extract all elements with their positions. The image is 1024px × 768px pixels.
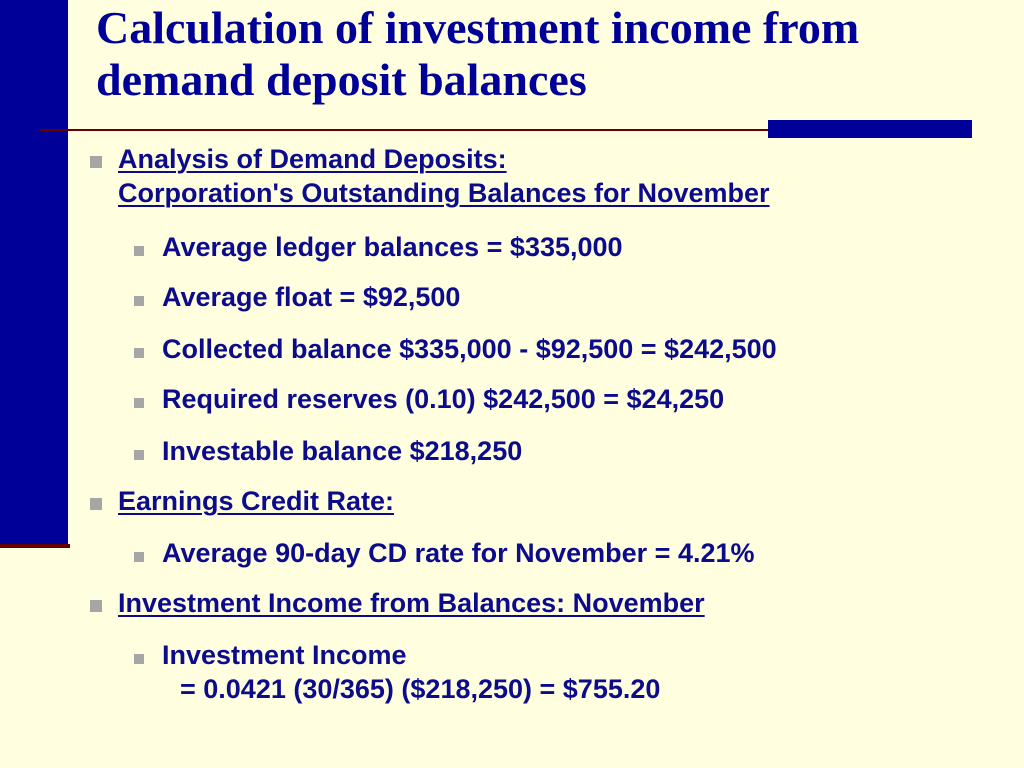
list-item-average-float: Average float = $92,500 xyxy=(162,282,461,312)
section-heading-line-1: Analysis of Demand Deposits: xyxy=(118,144,507,174)
list-item-cd-rate: Average 90-day CD rate for November = 4.21% xyxy=(162,538,755,568)
sub-bullet-square-icon xyxy=(134,296,144,306)
slide-title: Calculation of investment income from demand deposit balances xyxy=(96,2,860,105)
section-heading-line-2: Corporation's Outstanding Balances for November xyxy=(118,178,770,208)
section-heading-earnings-credit-rate xyxy=(118,484,394,518)
section-heading-line-1: Earnings Credit Rate: xyxy=(118,486,395,516)
title-accent-block xyxy=(768,120,972,138)
list-item-required-reserves: Required reserves (0.10) $242,500 = $24,250 xyxy=(162,384,725,414)
bullet-square-icon xyxy=(90,600,102,612)
left-accent-bar xyxy=(0,0,68,546)
investment-income-formula: = 0.0421 (30/365) ($218,250) = $755.20 xyxy=(180,674,661,704)
sub-bullet-square-icon xyxy=(134,654,144,664)
list-item-investment-income xyxy=(162,638,660,706)
title-divider xyxy=(40,129,772,131)
bullet-square-icon xyxy=(90,156,102,168)
section-heading-line-1: Investment Income from Balances: November xyxy=(118,588,705,618)
section-heading-demand-deposits xyxy=(118,142,770,210)
sub-bullet-square-icon xyxy=(134,552,144,562)
sub-bullet-square-icon xyxy=(134,450,144,460)
bullet-square-icon xyxy=(90,498,102,510)
left-accent-bar-edge xyxy=(0,544,70,548)
list-item-ledger-balances: Average ledger balances = $335,000 xyxy=(162,232,623,262)
investment-income-label: Investment Income xyxy=(162,640,407,670)
sub-bullet-square-icon xyxy=(134,398,144,408)
list-item-collected-balance: Collected balance $335,000 - $92,500 = $242,500 xyxy=(162,334,777,364)
sub-bullet-square-icon xyxy=(134,348,144,358)
sub-bullet-square-icon xyxy=(134,246,144,256)
section-heading-investment-income xyxy=(118,586,705,620)
list-item-investable-balance: Investable balance $218,250 xyxy=(162,436,523,466)
